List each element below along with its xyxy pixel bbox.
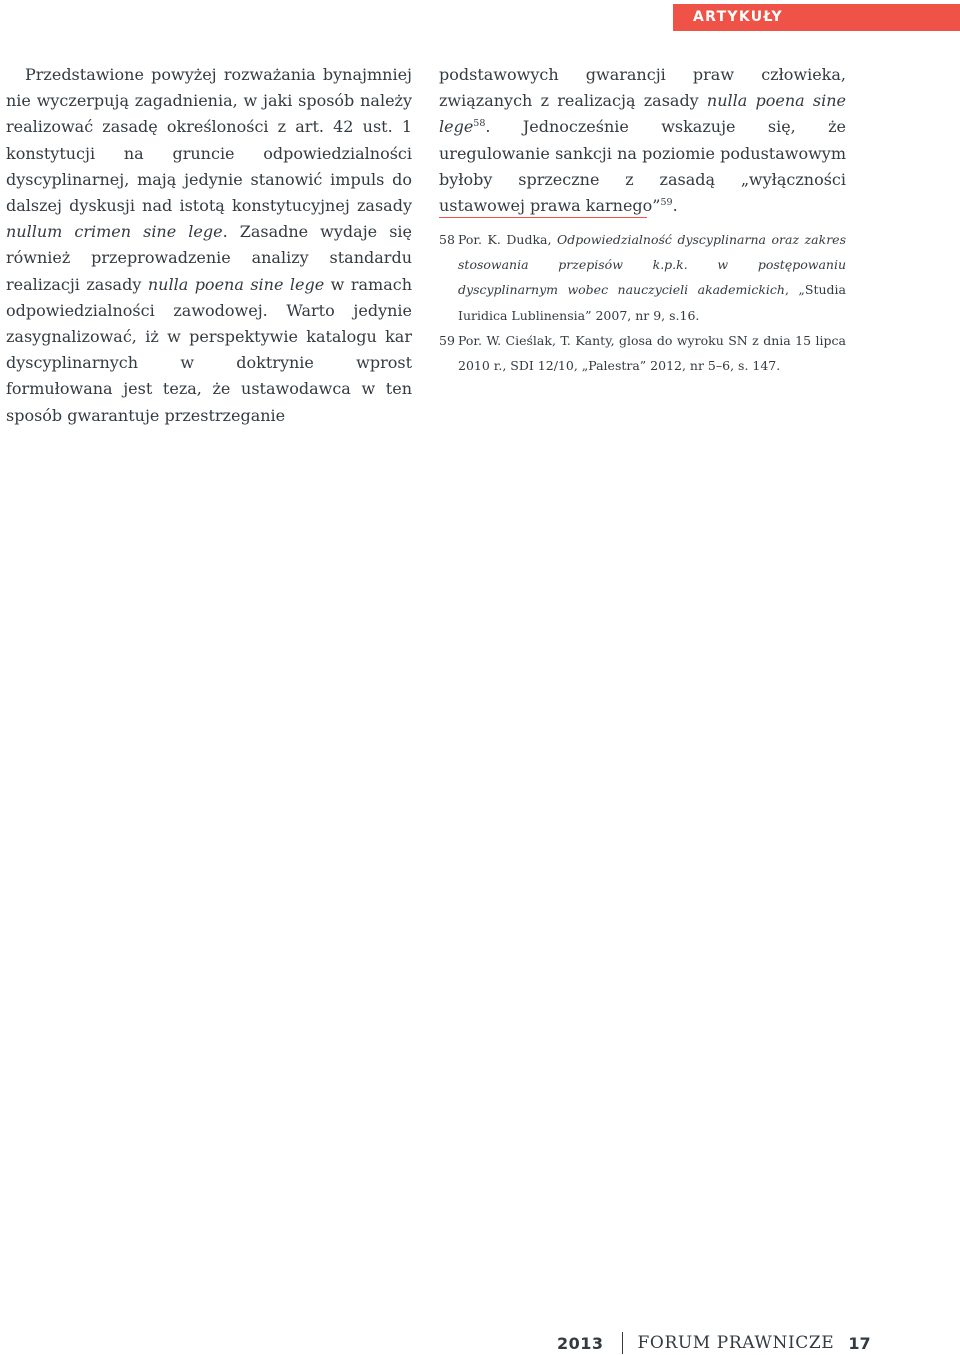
footnote-59 [439,328,846,378]
footer-divider [622,1332,623,1354]
text-run: , „Studia Iuridica Lublinensia” 2007, nr 9, s.16. [458,282,846,323]
footnote-divider [439,217,647,218]
text-run: w ramach odpowiedzialności zawodowej. Warto jedynie zasygnalizować, iż w perspektywie katalogu kar dyscyplinarnych w doktrynie wprost formułowana jest teza, że ustawodawca w ten sposób gwarantuje przestrzeganie [6,274,413,425]
text-run: . Zasadne wydaje się również przeprowadzenie analizy standardu realizacji zasady [6,222,412,294]
text-run: Przedstawione powyżej rozważania bynajmniej nie wyczerpują zagadnienia, w jaki sposób należy realizować zasadę określoności z art. 42 ust. 1 konstytucji na gruncie odpowiedzialności dyscyplinarnej, mają jedynie stanowić impuls do dalszej dyskusji nad istotą konstytucyjnej zasady [6,65,412,216]
text-run: . Jednocześnie wskazuje się, że uregulowanie sankcji na poziomie podustawowym byłoby sprzeczne z zasadą „wyłączności ustawowej prawa karnego” [439,117,846,216]
left-text-column [6,62,412,429]
footnote-58 [439,227,846,328]
footnote-ref-58[interactable]: 58 [473,118,486,130]
footer-journal-title: FORUM PRAWNICZE [637,1333,835,1353]
paragraph [6,62,412,429]
text-run: . [672,196,678,216]
text-run: podstawowych gwarancji praw człowieka, związanych z realizacją zasady [439,65,846,111]
page-footer [557,1331,871,1355]
right-text-column [439,62,846,219]
cited-title: Odpowiedzialność dyscyplinarna oraz zakres stosowania przepisów k.p.k. w postępowaniu dyscyplinarnym wobec nauczycieli akademickich [458,232,846,298]
latin-phrase: nulla poena sine lege [147,274,325,294]
page-number: 17 [848,1333,871,1353]
footnotes [439,227,846,378]
footnote-ref-59[interactable]: 59 [660,197,673,209]
text-run: Por. K. Dudka, [458,232,558,247]
paragraph [439,62,846,219]
section-label: ARTYKUŁY [673,4,960,31]
footer-year: 2013 [557,1333,604,1353]
footnote-number: 58 [439,232,455,247]
footnote-number: 59 [439,332,455,348]
latin-phrase: nulla poena sine lege [439,91,846,137]
text-run: Por. W. Cieślak, T. Kanty, glosa do wyroku SN z dnia 15 lipca 2010 r., SDI 12/10, „Palestra” 2012, nr 5–6, s. 147. [458,332,846,374]
latin-phrase: nullum crimen sine lege [6,222,223,242]
